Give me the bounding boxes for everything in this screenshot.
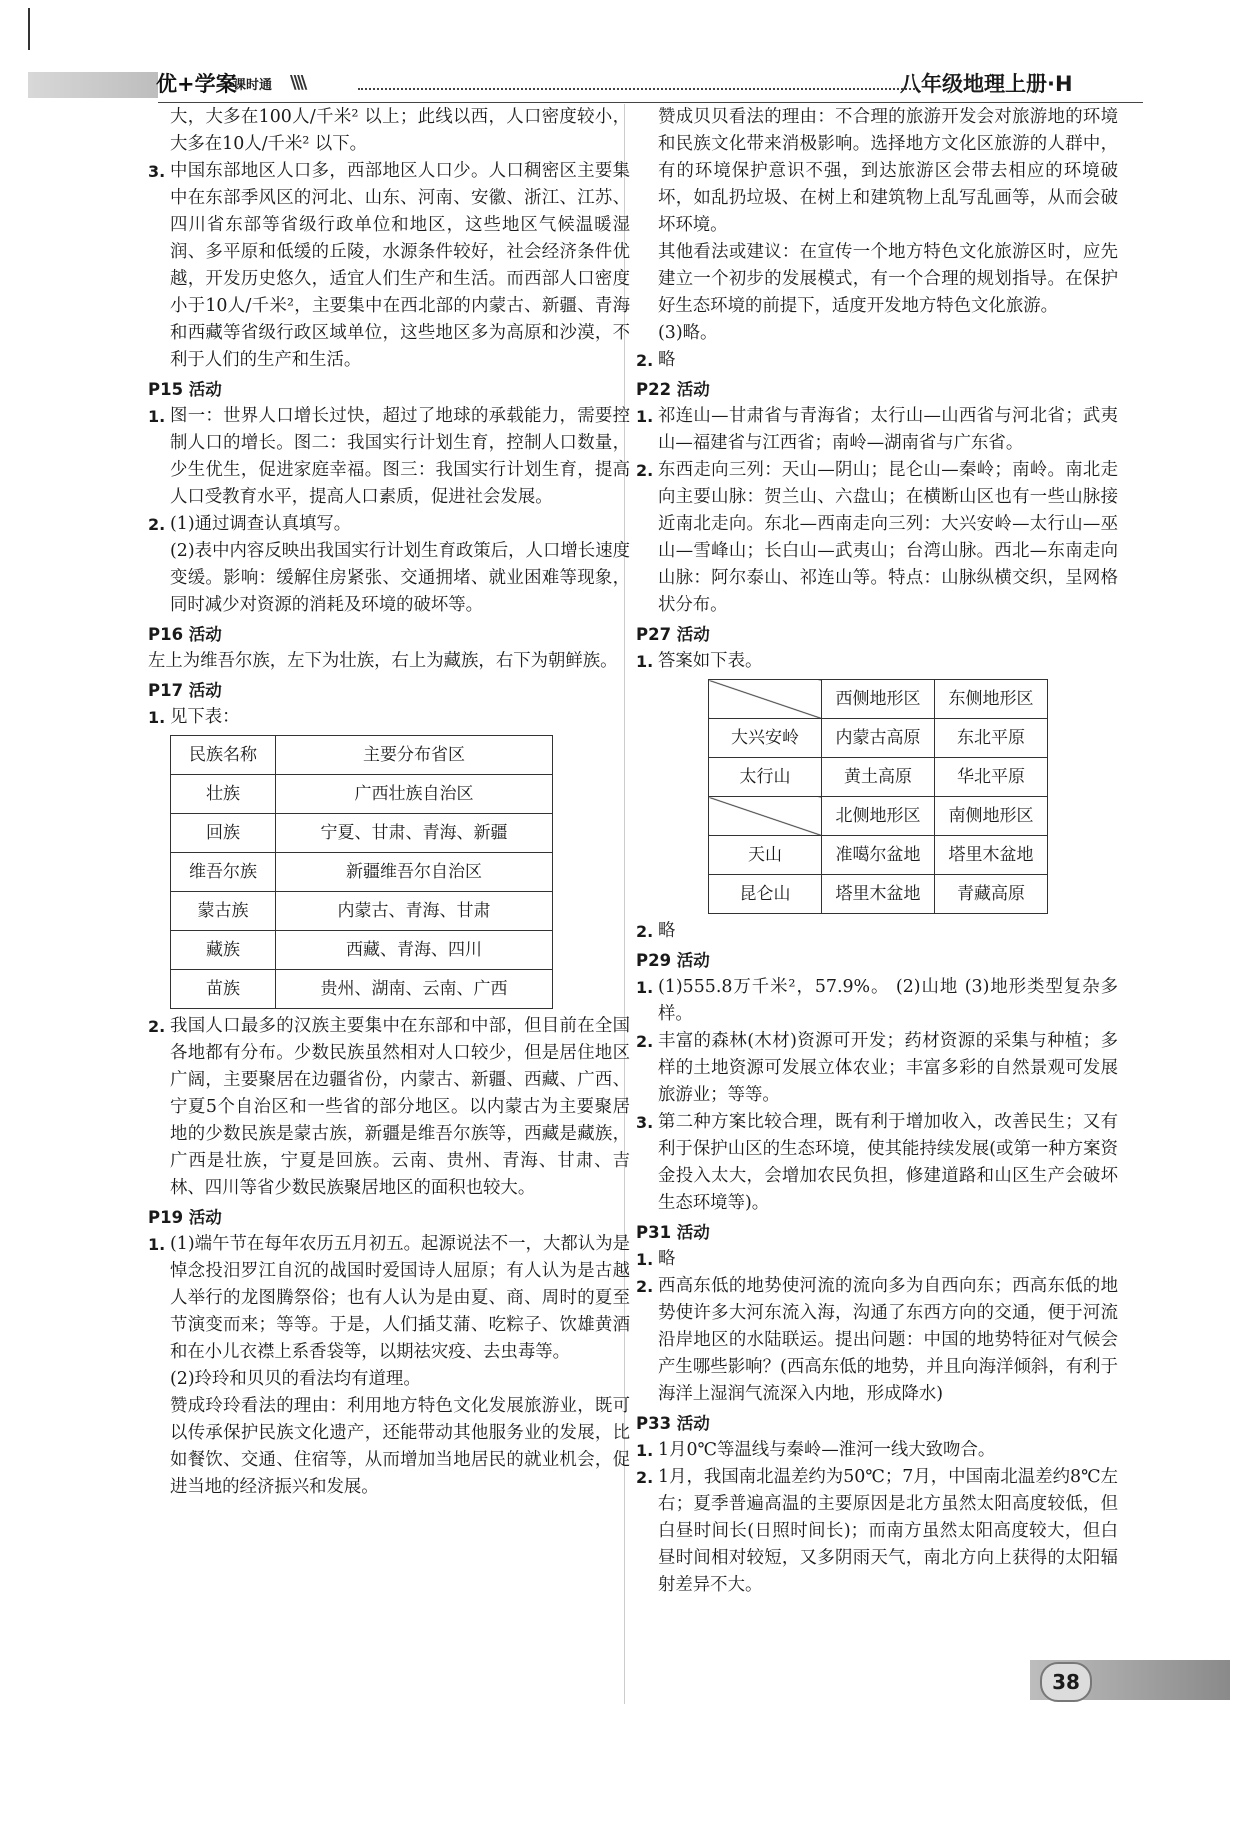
table-cell: 贵州、湖南、云南、广西: [276, 970, 553, 1009]
answer-item: [636, 1464, 1118, 1599]
item-number: 1.: [636, 652, 654, 671]
item-number: 2.: [636, 351, 654, 370]
table-cell: 大兴安岭: [709, 719, 822, 758]
item-number: 2.: [636, 461, 654, 480]
table-cell: 准噶尔盆地: [822, 836, 935, 875]
header-slashes: \\\\: [290, 72, 305, 93]
item-text: 西高东低的地势使河流的流向多为自西向东；西高东低的地势使许多大河东流入海，沟通了东西方向的交通，便于河流沿岸地区的水陆联运。提出问题：中国的地势特征对气候会产生哪些影响？(西高东低的地势，并且向海洋倾斜，有利于海洋上湿润气流深入内地，形成降水): [658, 1276, 1118, 1404]
answer-item: [636, 1437, 1118, 1464]
answer-item: [636, 1109, 1118, 1217]
answer-item: [636, 403, 1118, 457]
table-cell: 昆仑山: [709, 875, 822, 914]
table-row: [171, 892, 553, 931]
table-cell: 太行山: [709, 758, 822, 797]
item-text: 东西走向三列：天山—阴山；昆仑山—秦岭；南岭。南北走向主要山脉：贺兰山、六盘山；在横断山区也有一些山脉接近南北走向。东北—西南走向三列：大兴安岭—太行山—巫山—雪峰山；长白山—武夷山；台湾山脉。西北—东南走向山脉：阿尔泰山、祁连山等。特点：山脉纵横交织，呈网格状分布。: [658, 460, 1118, 615]
table-cell: 维吾尔族: [171, 853, 276, 892]
section-heading-p15: P15 活动: [148, 380, 222, 399]
item-text: 见下表：: [170, 707, 240, 727]
item-text: 祁连山—甘肃省与青海省；太行山—山西省与河北省；武夷山—福建省与江西省；南岭—湖南省与广东省。: [658, 406, 1118, 453]
item-text: 我国人口最多的汉族主要集中在东部和中部，但目前在全国各地都有分布。少数民族虽然相对人口较少，但是居住地区广阔，主要聚居在边疆省份，内蒙古、新疆、西藏、广西、宁夏5个自治区和一些省的部分地区。以内蒙古为主要聚居地的少数民族是蒙古族，新疆是维吾尔族等，西藏是藏族，广西是壮族，宁夏是回族。云南、贵州、青海、甘肃、吉林、四川等省少数民族聚居地区的面积也较大。: [170, 1016, 630, 1198]
table-header-cell: 主要分布省区: [276, 736, 553, 775]
table-cell: 西藏、青海、四川: [276, 931, 553, 970]
item-number: 2.: [636, 1032, 654, 1051]
table-cell: 塔里木盆地: [822, 875, 935, 914]
item-number: 3.: [148, 162, 166, 181]
section-heading-p27: P27 活动: [636, 625, 710, 644]
item-text: 1月，我国南北温差约为50℃；7月，中国南北温差约8℃左右；夏季普遍高温的主要原因是北方虽然太阳高度较低，但白昼时间长(日照时间长)；而南方虽然太阳高度较大，但白昼时间相对较短，又多阴雨天气，南北方向上获得的太阳辐射差异不大。: [658, 1467, 1118, 1595]
item-number: 2.: [636, 922, 654, 941]
answer-item: [636, 974, 1118, 1028]
item-number: 2.: [636, 1277, 654, 1296]
table-row: [171, 775, 553, 814]
page-number: 38: [1040, 1662, 1092, 1702]
answer-item: [148, 403, 630, 511]
table-cell: 苗族: [171, 970, 276, 1009]
header-band: [28, 72, 158, 98]
table-row: [709, 719, 1048, 758]
paragraph: 其他看法或建议：在宣传一个地方特色文化旅游区时，应先建立一个初步的发展模式，有一个合理的规划指导。在保护好生态环境的前提下，适度开发地方特色文化旅游。: [658, 242, 1118, 316]
table-diagonal-cell: [709, 680, 822, 719]
paragraph: (2)表中内容反映出我国实行计划生育政策后，人口增长速度变缓。影响：缓解住房紧张、交通拥堵、就业困难等现象，同时减少对资源的消耗及环境的破坏等。: [170, 541, 630, 615]
item-number: 2.: [636, 1468, 654, 1487]
answer-item: [636, 347, 1118, 374]
paragraph: 大，大多在100人/千米² 以上；此线以西，人口密度较小，大多在10人/千米² 以下。: [170, 107, 630, 154]
answer-item: [148, 158, 630, 374]
table-cell: 东北平原: [935, 719, 1048, 758]
table-cell: 塔里木盆地: [935, 836, 1048, 875]
answer-item: [636, 1273, 1118, 1408]
item-text: 1月0℃等温线与秦岭—淮河一线大致吻合。: [658, 1440, 996, 1460]
paragraph: 赞成贝贝看法的理由：不合理的旅游开发会对旅游地的环境和民族文化带来消极影响。选择地方文化区旅游的人群中，有的环境保护意识不强，到达旅游区会带去相应的环境破坏，如乱扔垃圾、在树上和建筑物上乱写乱画等，从而会破坏环境。: [658, 107, 1118, 235]
section-heading-p31: P31 活动: [636, 1223, 710, 1242]
table-cell: 回族: [171, 814, 276, 853]
page-header: [28, 66, 1138, 104]
left-column: [148, 104, 630, 1501]
item-text: 中国东部地区人口多，西部地区人口少。人口稠密区主要集中在东部季风区的河北、山东、河南、安徽、浙江、江苏、四川省东部等省级行政单位和地区，这些地区气候温暖湿润、多平原和低缓的丘陵，水源条件较好，社会经济条件优越，开发历史悠久，适宜人们生产和生活。而西部人口密度小于10人/千米²，主要集中在西北部的内蒙古、新疆、青海和西藏等省级行政区域单位，这些地区多为高原和沙漠，不利于人们的生产和生活。: [170, 161, 630, 370]
header-dotted-line: [358, 88, 918, 90]
item-number: 1.: [148, 708, 166, 727]
table-header-cell: 南侧地形区: [935, 797, 1048, 836]
table-cell: 青藏高原: [935, 875, 1048, 914]
table-cell: 壮族: [171, 775, 276, 814]
table-cell: 新疆维吾尔自治区: [276, 853, 553, 892]
table-cell: 内蒙古、青海、甘肃: [276, 892, 553, 931]
paragraph: 左上为维吾尔族，左下为壮族，右上为藏族，右下为朝鲜族。: [148, 651, 618, 671]
section-heading-p16: P16 活动: [148, 625, 222, 644]
answer-item: [148, 1013, 630, 1202]
paragraph: (3)略。: [658, 323, 718, 343]
answer-item: [636, 1246, 1118, 1273]
answer-item: [636, 648, 1118, 675]
paragraph: (2)玲玲和贝贝的看法均有道理。: [170, 1369, 421, 1389]
item-number: 2.: [148, 1017, 166, 1036]
grade-label: 八年级地理上册·H: [900, 72, 1073, 96]
landform-table: [708, 679, 1048, 914]
table-row: [709, 875, 1048, 914]
right-column: [636, 104, 1118, 1599]
section-heading-p17: P17 活动: [148, 681, 222, 700]
header-rule: [158, 102, 1143, 103]
table-row: [171, 853, 553, 892]
ethnic-table: [170, 735, 553, 1009]
table-cell: 广西壮族自治区: [276, 775, 553, 814]
paragraph: 赞成玲玲看法的理由：利用地方特色文化发展旅游业，既可以传承保护民族文化遗产，还能带动其他服务业的发展，比如餐饮、交通、住宿等，从而增加当地居民的就业机会，促进当地的经济振兴和发展。: [170, 1396, 630, 1497]
item-text: 图一：世界人口增长过快，超过了地球的承载能力，需要控制人口的增长。图二：我国实行计划生育，控制人口数量，少生优生，促进家庭幸福。图三：我国实行计划生育，提高人口受教育水平，提高人口素质，促进社会发展。: [170, 406, 630, 507]
item-text: (1)通过调查认真填写。: [170, 514, 352, 534]
item-number: 1.: [636, 407, 654, 426]
item-number: 2.: [148, 515, 166, 534]
item-number: 1.: [636, 1441, 654, 1460]
item-text: 丰富的森林(木材)资源可开发；药材资源的采集与种植；多样的土地资源可发展立体农业；丰富多彩的自然景观可发展旅游业；等等。: [658, 1031, 1118, 1105]
answer-item: [148, 1231, 630, 1366]
item-text: (1)端午节在每年农历五月初五。起源说法不一，大都认为是悼念投汨罗江自沉的战国时爱国诗人屈原；有人认为是古越人举行的龙图腾祭俗；也有人认为是由夏、商、周时的夏至节演变而来；等等。于是，人们插艾蒲、吃粽子、饮雄黄酒和在小儿衣襟上系香袋等，以期祛灾疫、去虫毒等。: [170, 1234, 630, 1362]
section-heading-p29: P29 活动: [636, 951, 710, 970]
answer-item: [636, 1028, 1118, 1109]
item-number: 1.: [148, 1235, 166, 1254]
book-title: 优+学案: [156, 72, 237, 96]
table-cell: 华北平原: [935, 758, 1048, 797]
book-subtitle: ·课时通: [228, 78, 272, 93]
item-number: 1.: [636, 978, 654, 997]
item-text: 答案如下表。: [658, 651, 763, 671]
corner-mark: [28, 8, 30, 50]
item-number: 1.: [148, 407, 166, 426]
item-number: 1.: [636, 1250, 654, 1269]
answer-item: [636, 918, 1118, 945]
table-header-cell: 北侧地形区: [822, 797, 935, 836]
table-row: [171, 814, 553, 853]
answer-item: [148, 704, 630, 731]
table-row: [709, 758, 1048, 797]
table-cell: 黄土高原: [822, 758, 935, 797]
table-row: [171, 931, 553, 970]
table-header-row: [709, 797, 1048, 836]
item-text: 略: [658, 350, 676, 370]
table-diagonal-cell: [709, 797, 822, 836]
item-number: 3.: [636, 1113, 654, 1132]
table-header-cell: 民族名称: [171, 736, 276, 775]
answer-item: [148, 511, 630, 538]
table-cell: 天山: [709, 836, 822, 875]
item-text: 第二种方案比较合理，既有利于增加收入，改善民生；又有利于保护山区的生态环境，使其能持续发展(或第一种方案资金投入太大，会增加农民负担，修建道路和山区生产会破坏生态环境等)。: [658, 1112, 1118, 1213]
table-cell: 内蒙古高原: [822, 719, 935, 758]
section-heading-p22: P22 活动: [636, 380, 710, 399]
table-row: [709, 836, 1048, 875]
table-cell: 藏族: [171, 931, 276, 970]
table-cell: 蒙古族: [171, 892, 276, 931]
item-text: (1)555.8万千米²，57.9%。 (2)山地 (3)地形类型复杂多样。: [658, 977, 1118, 1024]
answer-item: [636, 457, 1118, 619]
item-text: 略: [658, 921, 676, 941]
table-header-cell: 西侧地形区: [822, 680, 935, 719]
table-cell: 宁夏、甘肃、青海、新疆: [276, 814, 553, 853]
table-header-row: [709, 680, 1048, 719]
table-row: [171, 970, 553, 1009]
section-heading-p19: P19 活动: [148, 1208, 222, 1227]
section-heading-p33: P33 活动: [636, 1414, 710, 1433]
table-header-cell: 东侧地形区: [935, 680, 1048, 719]
item-text: 略: [658, 1249, 676, 1269]
table-header-row: [171, 736, 553, 775]
